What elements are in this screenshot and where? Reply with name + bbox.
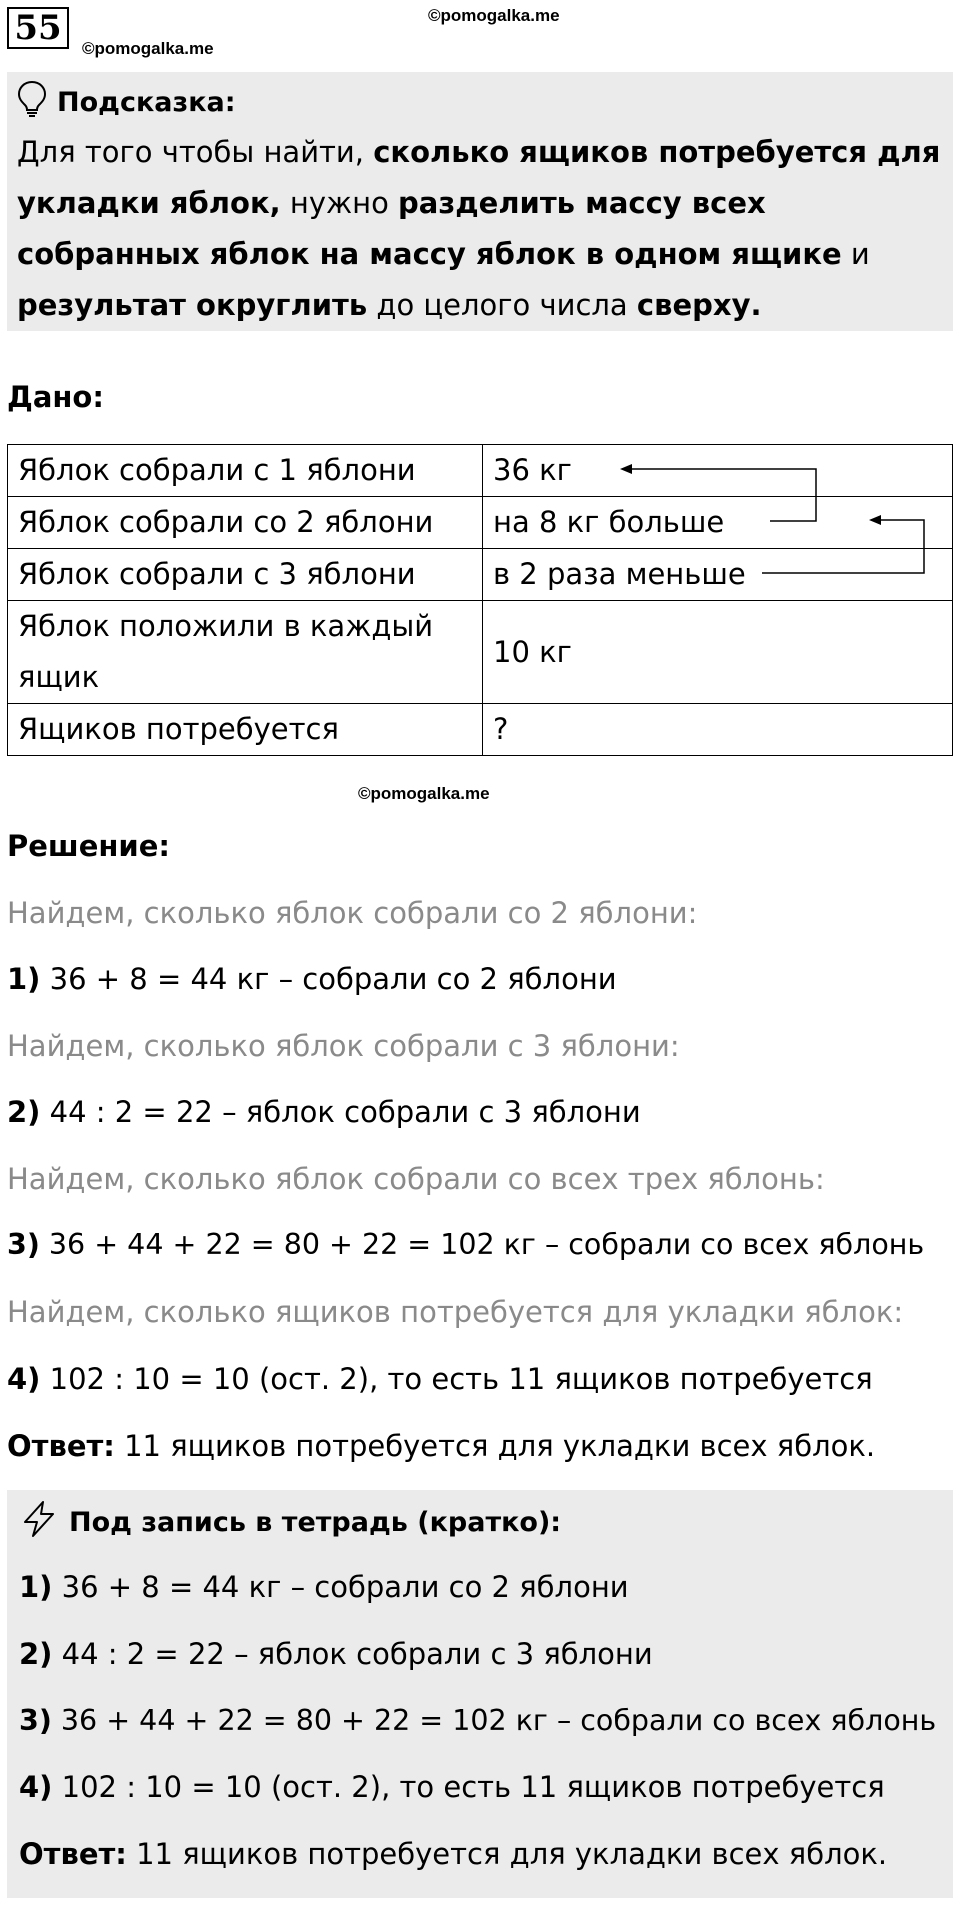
step-text: 36 + 8 = 44 кг – собрали со 2 яблони — [40, 962, 617, 996]
hint-text-part: до целого числа — [367, 288, 637, 322]
note-number: 2) — [19, 1637, 53, 1671]
row-label: Яблок положили в каждый ящик — [8, 601, 483, 704]
note-line — [19, 1770, 885, 1804]
answer-label: Ответ: — [19, 1837, 127, 1871]
row-value: в 2 раза меньше — [483, 549, 953, 601]
step-text: 36 + 44 + 22 = 80 + 22 = 102 кг – собрали со всех яблонь — [39, 1228, 925, 1261]
answer-text: 11 ящиков потребуется для укладки всех яблок. — [114, 1429, 876, 1463]
note-number: 3) — [19, 1704, 52, 1737]
notes-title — [21, 1500, 561, 1545]
answer-label: Ответ: — [7, 1429, 115, 1463]
row-value: ? — [483, 704, 953, 756]
row-label: Яблок собрали с 3 яблони — [8, 549, 483, 601]
problem-number: 55 — [7, 7, 69, 49]
step-comment: Найдем, сколько ящиков потребуется для укладки яблок: — [7, 1295, 904, 1329]
step-line — [7, 1362, 873, 1396]
hint-bold-part: сколько ящиков потребуется для укладки яблок, — [17, 135, 941, 220]
watermark-left: ©pomogalka.me — [82, 39, 214, 58]
note-number: 4) — [19, 1770, 53, 1804]
hint-bold-part: результат округлить — [17, 288, 368, 322]
step-number: 1) — [7, 962, 41, 996]
step-number: 3) — [7, 1228, 40, 1261]
step-line — [7, 962, 617, 996]
notes-box — [7, 1490, 953, 1898]
step-text: 44 : 2 = 22 – яблок собрали с 3 яблони — [40, 1095, 641, 1129]
solution-title: Решение: — [7, 829, 171, 863]
table-row — [8, 704, 953, 756]
note-line — [19, 1570, 629, 1604]
row-label: Ящиков потребуется — [8, 704, 483, 756]
hint-text-part: и — [841, 237, 870, 271]
note-number: 1) — [19, 1570, 53, 1604]
note-text: 36 + 44 + 22 = 80 + 22 = 102 кг – собрали со всех яблонь — [51, 1704, 937, 1737]
step-text: 102 : 10 = 10 (ост. 2), то есть 11 ящиков потребуется — [40, 1362, 873, 1396]
lightning-icon — [21, 1500, 69, 1545]
arrow-row2-to-row1 — [630, 469, 816, 521]
step-comment: Найдем, сколько яблок собрали со всех трех яблонь: — [7, 1162, 825, 1196]
notes-title-text: Под запись в тетрадь (кратко): — [69, 1507, 562, 1538]
answer-line — [7, 1429, 875, 1463]
note-text: 102 : 10 = 10 (ост. 2), то есть 11 ящиков потребуется — [52, 1770, 885, 1804]
row-label: Яблок собрали со 2 яблони — [8, 497, 483, 549]
step-number: 2) — [7, 1095, 41, 1129]
reference-arrows — [0, 0, 960, 620]
watermark-top: ©pomogalka.me — [428, 6, 560, 25]
answer-text: 11 ящиков потребуется для укладки всех яблок. — [126, 1837, 888, 1871]
row-value: на 8 кг больше — [483, 497, 953, 549]
note-line — [19, 1637, 653, 1671]
step-number: 4) — [7, 1362, 41, 1396]
step-comment: Найдем, сколько яблок собрали с 3 яблони: — [7, 1029, 680, 1063]
hint-bold-part: сверху. — [636, 288, 762, 322]
note-line — [19, 1704, 936, 1737]
step-comment: Найдем, сколько яблок собрали со 2 яблони: — [7, 896, 698, 930]
arrow-row3-to-row2 — [762, 520, 924, 573]
note-text: 44 : 2 = 22 – яблок собрали с 3 яблони — [52, 1637, 653, 1671]
watermark-mid: ©pomogalka.me — [358, 784, 490, 803]
note-answer-line — [19, 1837, 887, 1871]
row-value: 10 кг — [483, 601, 953, 704]
note-text: 36 + 8 = 44 кг – собрали со 2 яблони — [52, 1570, 629, 1604]
hint-bold-part: разделить массу всех собранных яблок на массу яблок в одном ящике — [17, 186, 842, 271]
hint-text-part: Для того чтобы найти, — [17, 135, 374, 169]
arrowhead-1 — [620, 464, 632, 474]
arrowhead-2 — [869, 515, 881, 525]
hint-text-part: нужно — [280, 186, 399, 220]
hint-title-text: Подсказка: — [57, 87, 236, 118]
row-value: 36 кг — [483, 445, 953, 497]
step-line — [7, 1095, 641, 1129]
given-title: Дано: — [7, 380, 104, 414]
row-label: Яблок собрали с 1 яблони — [8, 445, 483, 497]
step-line — [7, 1228, 924, 1261]
